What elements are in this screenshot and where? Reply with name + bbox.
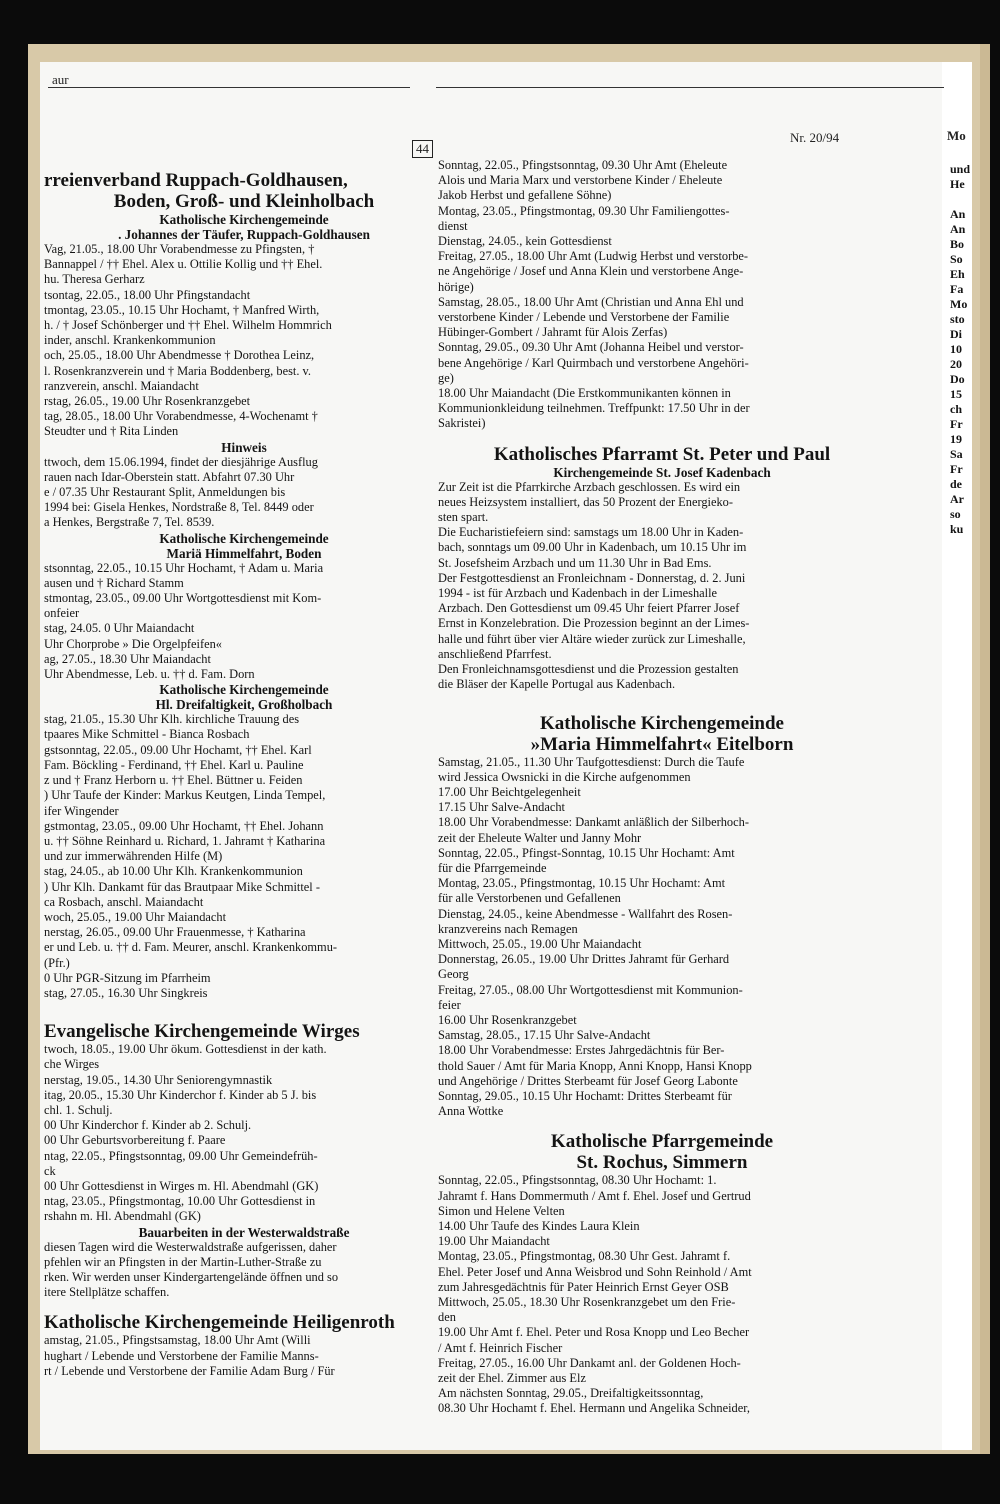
text-line: Dienstag, 24.05., keine Abendmesse - Wallfahrt des Rosen- — [438, 906, 733, 921]
text-line: amstag, 21.05., Pfingstsamstag, 18.00 Uhr Amt (Willi — [44, 1333, 311, 1348]
text-line: Montag, 23.05., Pfingstmontag, 10.15 Uhr Hochamt: Amt — [438, 876, 726, 891]
text-line: 18.00 Uhr Vorabendmesse: Erstes Jahrgedächtnis für Ber- — [438, 1043, 725, 1058]
text-line: 00 Uhr Geburtsvorbereitung f. Paare — [44, 1133, 226, 1148]
text-line: ausen und † Richard Stamm — [44, 575, 184, 590]
text-line: 19 — [950, 432, 962, 446]
next-page-header: Mo — [947, 128, 966, 143]
text-line: Vag, 21.05., 18.00 Uhr Vorabendmesse zu Pfingsten, † — [44, 242, 315, 256]
text-line: 17.00 Uhr Beichtgelegenheit — [438, 784, 581, 799]
text-line: Sakristei) — [438, 416, 486, 431]
text-line: stag, 24.05. 0 Uhr Maiandacht — [44, 621, 195, 636]
text-line: 19.00 Uhr Amt f. Ehel. Peter und Rosa Knopp und Leo Becher — [438, 1325, 750, 1340]
text-line: Sonntag, 22.05., Pfingstsonntag, 08.30 Uhr Hochamt: 1. — [438, 1173, 717, 1188]
text-line: ku — [950, 522, 964, 536]
text-line: Kommunionkleidung teilnehmen. Treffpunkt: 17.50 Uhr in der — [438, 401, 750, 416]
text-line: Sa — [950, 447, 963, 461]
text-line: ntag, 23.05., Pfingstmontag, 10.00 Uhr Gottesdienst in — [44, 1194, 316, 1209]
text-line: rstag, 26.05., 19.00 Uhr Rosenkranzgebet — [44, 394, 251, 409]
text-line: 18.00 Uhr Vorabendmesse: Dankamt anläßlich der Silberhoch- — [438, 815, 749, 830]
text-line: Dienstag, 24.05., kein Gottesdienst — [438, 234, 612, 249]
text-line: Simon und Helene Velten — [438, 1203, 565, 1218]
text-line: Bannappel / †† Ehel. Alex u. Ottilie Kollig und †† Ehel. — [44, 257, 323, 272]
text-line: onfeier — [44, 606, 80, 621]
text-line: rken. Wir werden unser Kindergartengelände öffnen und so — [44, 1269, 339, 1284]
text-line: Sonntag, 29.05., 09.30 Uhr Amt (Johanna Heibel und verstor- — [438, 340, 744, 355]
text-line: und zur immerwährenden Hilfe (M) — [44, 849, 223, 864]
section-heading: »Maria Himmelfahrt« Eitelborn — [530, 733, 794, 755]
spacer — [438, 1119, 886, 1131]
text-line: wird Jessica Owsnicki in die Kirche aufgenommen — [438, 769, 691, 784]
text-line: Ehel. Peter Josef und Anna Weisbrod und Sohn Reinhold / Amt — [438, 1264, 752, 1279]
text-line: z und † Franz Herborn u. †† Ehel. Büttner u. Feiden — [44, 773, 303, 788]
text-line: tpaares Mike Schmittel - Bianca Rosbach — [44, 727, 250, 742]
text-line: tsontag, 22.05., 18.00 Uhr Pfingstandacht — [44, 287, 251, 302]
text-line: stsonntag, 22.05., 10.15 Uhr Hochamt, † Adam u. Maria — [44, 560, 324, 575]
text-line: ) Uhr Taufe der Kinder: Markus Keutgen, Linda Tempel, — [44, 788, 326, 803]
section-heading: Katholische Kirchengemeinde Heiligenroth — [44, 1312, 395, 1334]
text-line: ) Uhr Klh. Dankamt für das Brautpaar Mike Schmittel - — [44, 879, 320, 894]
text-line: zum Jahresgedächtnis für Pater Heinrich Ernst Geyer OSB — [438, 1279, 729, 1294]
text-line: Jakob Herbst und gefallene Söhne) — [438, 188, 612, 203]
subheading: Katholische Kirchengemeinde — [159, 530, 329, 546]
text-line: h. / † Josef Schönberger und †† Ehel. Wilhelm Hommrich — [44, 318, 332, 333]
text-line: itere Stellplätze schaffen. — [44, 1285, 170, 1300]
text-line: neues Heizsystem installiert, das 50 Prozent der Energieko- — [438, 494, 733, 509]
subheading: Katholische Kirchengemeinde — [159, 212, 329, 227]
column-right-cut — [950, 162, 970, 537]
text-line: die Bläser der Kapelle Portugal aus Kadenbach. — [438, 677, 676, 692]
text-line: Steudter und † Rita Linden — [44, 424, 179, 439]
text-line: Sonntag, 22.05., Pfingstsonntag, 09.30 Uhr Amt (Eheleute — [438, 158, 728, 172]
text-line: u. †† Söhne Reinhard u. Richard, 1. Jahramt † Katharina — [44, 833, 326, 848]
section-heading: Katholische Pfarrgemeinde — [550, 1131, 774, 1153]
text-line: 10 — [950, 342, 962, 356]
page-number: 44 — [412, 140, 433, 158]
text-line: tag, 28.05., 18.00 Uhr Vorabendmesse, 4-Wochenamt † — [44, 409, 318, 424]
text-line: für die Pfarrgemeinde — [438, 860, 547, 875]
text-line: halle und führt über vier Altäre wieder zurück zur Limeshalle, — [438, 631, 746, 646]
text-line: diesen Tagen wird die Westerwaldstraße aufgerissen, daher — [44, 1239, 337, 1254]
text-line: ca Rosbach, anschl. Maiandacht — [44, 894, 204, 909]
text-line: sto — [950, 312, 965, 326]
text-line: itag, 20.05., 15.30 Uhr Kinderchor f. Kinder ab 5 J. bis — [44, 1087, 317, 1102]
text-line: 1994 - ist für Arzbach und Kadenbach in der Limeshalle — [438, 586, 718, 601]
text-line: An — [950, 222, 966, 236]
text-line: ck — [44, 1163, 56, 1178]
text-line: Montag, 23.05., Pfingstmontag, 08.30 Uhr Gest. Jahramt f. — [438, 1249, 731, 1264]
text-line: ch — [950, 402, 962, 416]
text-line: Ar — [950, 492, 964, 506]
text-line: 16.00 Uhr Rosenkranzgebet — [438, 1012, 577, 1027]
text-line: ag, 27.05., 18.30 Uhr Maiandacht — [44, 651, 211, 666]
text-line: Arzbach. Den Gottesdienst um 09.45 Uhr feiert Pfarrer Josef — [438, 601, 740, 616]
text-line: rt / Lebende und Verstorbene der Familie Adam Burg / Für — [44, 1363, 335, 1378]
text-line — [950, 192, 970, 207]
text-line: Sonntag, 22.05., Pfingst-Sonntag, 10.15 Uhr Hochamt: Amt — [438, 845, 735, 860]
text-line: rauen nach Idar-Oberstein statt. Abfahrt 07.30 Uhr — [44, 469, 295, 484]
text-line: Fr — [950, 417, 963, 431]
text-line: Freitag, 27.05., 08.00 Uhr Wortgottesdienst mit Kommunion- — [438, 982, 743, 997]
text-line: dienst — [438, 218, 468, 233]
text-line: Montag, 23.05., Pfingstmontag, 09.30 Uhr Familiengottes- — [438, 203, 730, 218]
text-line: che Wirges — [44, 1057, 100, 1072]
text-line: hughart / Lebende und Verstorbene der Familie Manns- — [44, 1348, 319, 1363]
text-line: und Angehörige / Drittes Sterbeamt für Josef Georg Labonte — [438, 1073, 738, 1088]
text-line: Samstag, 28.05., 17.15 Uhr Salve-Andacht — [438, 1028, 651, 1043]
text-line: Die Eucharistiefeiern sind: samstags um 18.00 Uhr in Kaden- — [438, 525, 744, 540]
text-line: Di — [950, 327, 962, 341]
text-line: bene Angehörige / Karl Quirmbach und verstorbene Angehöri- — [438, 355, 749, 370]
spacer — [44, 1001, 444, 1021]
text-line: verstorbene Kinder / Lebende und Verstorbene der Familie — [438, 310, 730, 325]
text-line: sten spart. — [438, 510, 489, 525]
text-line: Bo — [950, 237, 965, 251]
text-line: Am nächsten Sonntag, 29.05., Dreifaltigkeitssonntag, — [438, 1386, 704, 1401]
text-line: 08.30 Uhr Hochamt f. Ehel. Hermann und Angelika Schneider, — [438, 1401, 750, 1416]
section-heading: Evangelische Kirchengemeinde Wirges — [44, 1021, 360, 1043]
subheading: Bauarbeiten in der Westerwaldstraße — [138, 1224, 350, 1240]
issue-number: Nr. 20/94 — [790, 130, 840, 145]
text-line: rshahn m. Hl. Abendmahl (GK) — [44, 1209, 201, 1224]
text-line: 15 — [950, 387, 962, 401]
text-line: zeit der Eheleute Walter und Janny Mohr — [438, 830, 642, 845]
text-line: 00 Uhr Kinderchor f. Kinder ab 2. Schulj. — [44, 1118, 252, 1133]
text-line: Hübinger-Gombert / Jahramt für Alois Zerfas) — [438, 325, 668, 340]
text-line: l. Rosenkranzverein und † Maria Boddenberg, best. v. — [44, 363, 312, 378]
text-line: a Henkes, Bergstraße 7, Tel. 8539. — [44, 515, 215, 530]
text-line: anschließend Pfarrfest. — [438, 646, 552, 661]
text-line: Do — [950, 372, 965, 386]
text-line: stag, 24.05., ab 10.00 Uhr Klh. Krankenkommunion — [44, 864, 303, 879]
text-line: 00 Uhr Gottesdienst in Wirges m. Hl. Abendmahl (GK) — [44, 1178, 319, 1193]
text-line: kranzvereins nach Remagen — [438, 921, 578, 936]
text-line: He — [950, 177, 965, 191]
text-line: ne Angehörige / Josef und Anna Klein und verstorbene Ange- — [438, 264, 744, 279]
text-line: feier — [438, 997, 461, 1012]
text-line: Uhr Abendmesse, Leb. u. †† d. Fam. Dorn — [44, 667, 255, 682]
text-line: Freitag, 27.05., 16.00 Uhr Dankamt anl. der Goldenen Hoch- — [438, 1355, 741, 1370]
text-line: nerstag, 26.05., 09.00 Uhr Frauenmesse, † Katharina — [44, 925, 306, 940]
text-line: 14.00 Uhr Taufe des Kindes Laura Klein — [438, 1218, 640, 1233]
subheading: Mariä Himmelfahrt, Boden — [166, 545, 322, 561]
subheading: Katholische Kirchengemeinde — [159, 682, 329, 698]
text-line: hörige) — [438, 279, 474, 294]
subheading: Kirchengemeinde St. Josef Kadenbach — [553, 464, 771, 480]
text-line: Jahramt f. Hans Dommermuth / Amt f. Ehel. Josef und Gertrud — [438, 1188, 751, 1203]
subheading: . Johannes der Täufer, Ruppach-Goldhausen — [118, 227, 370, 242]
text-line: Alois und Maria Marx und verstorbene Kinder / Eheleute — [438, 173, 723, 188]
text-line: Sonntag, 29.05., 10.15 Uhr Hochamt: Drittes Sterbeamt für — [438, 1088, 732, 1103]
subheading: Hinweis — [221, 439, 267, 455]
subheading: Hl. Dreifaltigkeit, Großholbach — [155, 697, 333, 713]
text-line: 19.00 Uhr Maiandacht — [438, 1234, 550, 1249]
text-line: (Pfr.) — [44, 955, 70, 970]
text-line: bach, sonntags um 09.00 Uhr in Kadenbach, um 10.15 Uhr im — [438, 540, 747, 555]
section-heading: St. Rochus, Simmern — [576, 1152, 748, 1174]
section-heading: Boden, Groß- und Kleinholbach — [113, 191, 375, 212]
text-line: 18.00 Uhr Maiandacht (Die Erstkommunikanten können in — [438, 386, 731, 401]
text-line: gstmontag, 23.05., 09.00 Uhr Hochamt, †† Ehel. Johann — [44, 818, 324, 833]
text-line: für alle Verstorbenen und Gefallenen — [438, 891, 621, 906]
text-line: so — [950, 507, 961, 521]
text-line: hu. Theresa Gerharz — [44, 272, 145, 287]
text-line: woch, 25.05., 19.00 Uhr Maiandacht — [44, 909, 227, 924]
text-line: Georg — [438, 967, 469, 982]
text-line: Anna Wottke — [438, 1104, 504, 1119]
spacer — [438, 432, 886, 444]
text-line: Freitag, 27.05., 18.00 Uhr Amt (Ludwig Herbst und verstorbe- — [438, 249, 749, 264]
text-line: zeit der Ehel. Zimmer aus Elz — [438, 1371, 586, 1386]
text-line: er und Leb. u. †† d. Fam. Meurer, anschl. Krankenkommu- — [44, 940, 338, 955]
text-line: So — [950, 252, 963, 266]
column-left — [44, 170, 444, 1379]
text-line: ge) — [438, 370, 454, 385]
text-line: stmontag, 23.05., 09.00 Uhr Wortgottesdienst mit Kom- — [44, 591, 322, 606]
text-line: Den Fronleichnamsgottesdienst und die Prozession gestalten — [438, 662, 739, 677]
text-line: Mo — [950, 297, 968, 311]
text-line: gstsonntag, 22.05., 09.00 Uhr Hochamt, †† Ehel. Karl — [44, 742, 312, 757]
text-line: Zur Zeit ist die Pfarrkirche Arzbach geschlossen. Es wird ein — [438, 479, 741, 494]
text-line: chl. 1. Schulj. — [44, 1102, 113, 1117]
text-line: Uhr Chorprobe » Die Orgelpfeifen« — [44, 636, 223, 651]
text-line: Mittwoch, 25.05., 19.00 Uhr Maiandacht — [438, 936, 642, 951]
text-line: den — [438, 1310, 456, 1325]
section-heading: Katholische Kirchengemeinde — [540, 712, 784, 734]
text-line: inder, anschl. Krankenkommunion — [44, 333, 216, 348]
text-line: nerstag, 19.05., 14.30 Uhr Seniorengymnastik — [44, 1072, 273, 1087]
header-rule-right — [436, 87, 944, 88]
text-line: 17.15 Uhr Salve-Andacht — [438, 800, 565, 815]
header-left-text: aur — [52, 72, 69, 87]
text-line: Samstag, 28.05., 18.00 Uhr Amt (Christian und Anna Ehl und — [438, 294, 744, 309]
text-line: Ernst in Konzelebration. Die Prozession beginnt an der Limes- — [438, 616, 750, 631]
text-line: An — [950, 207, 966, 221]
text-line: Fam. Böckling - Ferdinand, †† Ehel. Karl u. Pauline — [44, 757, 304, 772]
spacer — [438, 693, 886, 713]
text-line: ntag, 22.05., Pfingstsonntag, 09.00 Uhr Gemeindefrüh- — [44, 1148, 318, 1163]
text-line: pfehlen wir an Pfingsten in der Martin-Luther-Straße zu — [44, 1254, 322, 1269]
section-heading: Katholisches Pfarramt St. Peter und Paul — [493, 443, 831, 465]
text-line: tmontag, 23.05., 10.15 Uhr Hochamt, † Manfred Wirth, — [44, 302, 320, 317]
text-line: och, 25.05., 18.00 Uhr Abendmesse † Dorothea Leinz, — [44, 348, 315, 363]
text-line: Eh — [950, 267, 965, 281]
text-line: ifer Wingender — [44, 803, 119, 818]
spacer — [44, 1300, 444, 1312]
section-heading: rreienverband Ruppach-Goldhausen, — [44, 170, 348, 191]
text-line: Mittwoch, 25.05., 18.30 Uhr Rosenkranzgebet um den Frie- — [438, 1295, 736, 1309]
text-line: stag, 21.05., 15.30 Uhr Klh. kirchliche Trauung des — [44, 712, 300, 727]
text-line: und — [950, 162, 971, 176]
text-line: thold Sauer / Amt für Maria Knopp, Anni Knopp, Hansi Knopp — [438, 1058, 752, 1073]
text-line: ttwoch, dem 15.06.1994, findet der diesjährige Ausflug — [44, 454, 318, 469]
header-rule-left — [48, 87, 410, 88]
text-line: 0 Uhr PGR-Sitzung im Pfarrheim — [44, 970, 211, 985]
text-line: twoch, 18.05., 19.00 Uhr ökum. Gottesdienst in der kath. — [44, 1042, 327, 1057]
text-line: 1994 bei: Gisela Henkes, Nordstraße 8, Tel. 8449 oder — [44, 500, 314, 515]
text-line: Der Festgottesdienst an Fronleichnam - Donnerstag, d. 2. Juni — [438, 570, 746, 585]
text-line: Donnerstag, 26.05., 19.00 Uhr Drittes Jahramt für Gerhard — [438, 952, 730, 967]
text-line: Fr — [950, 462, 963, 476]
text-line: stag, 27.05., 16.30 Uhr Singkreis — [44, 985, 208, 1000]
text-line: de — [950, 477, 962, 491]
text-line: e / 07.35 Uhr Restaurant Split, Anmeldungen bis — [44, 485, 286, 500]
text-line: Samstag, 21.05., 11.30 Uhr Taufgottesdienst: Durch die Taufe — [438, 754, 745, 769]
text-line: ranzverein, anschl. Maiandacht — [44, 378, 199, 393]
text-line: St. Josefsheim Arzbach und um 11.30 Uhr in Bad Ems. — [438, 555, 712, 570]
text-line: / Amt f. Heinrich Fischer — [438, 1340, 563, 1355]
column-middle — [438, 158, 886, 1417]
text-line: Fa — [950, 282, 964, 296]
text-line: 20 — [950, 357, 962, 371]
